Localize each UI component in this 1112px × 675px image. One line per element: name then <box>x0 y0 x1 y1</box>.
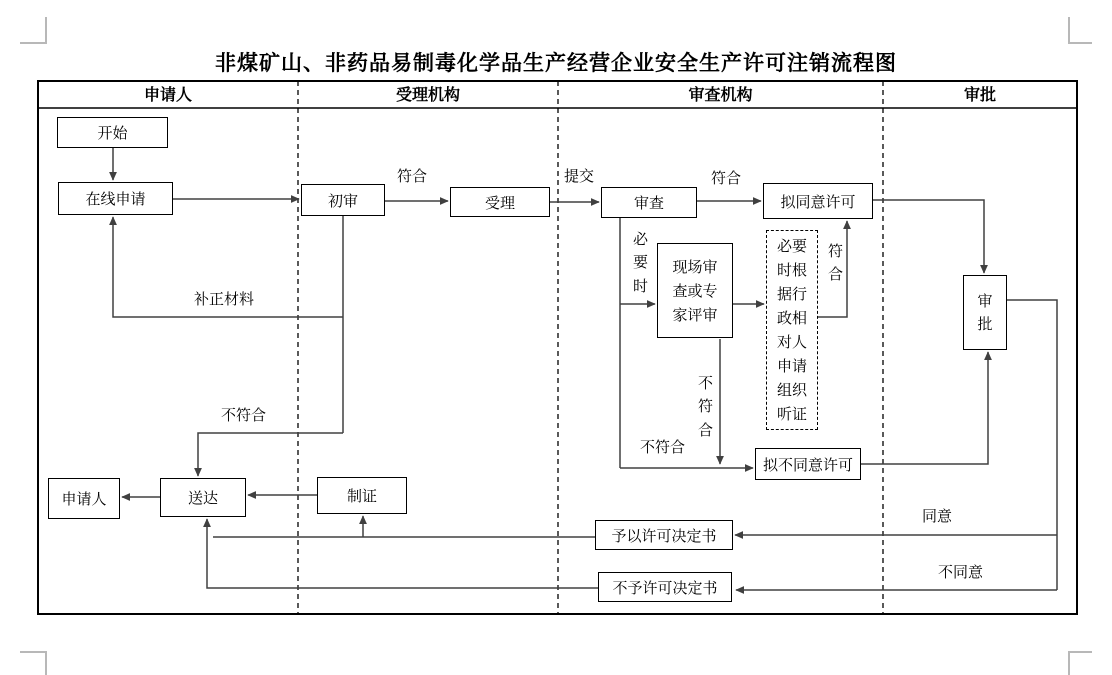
edge-label-conform-1: 符合 <box>397 167 428 185</box>
lane-header-approval: 审批 <box>963 85 996 104</box>
node-proposed-disapprove: 拟不同意许可 <box>755 448 861 480</box>
node-start: 开始 <box>57 117 168 148</box>
node-online-apply: 在线申请 <box>58 182 173 215</box>
node-approval <box>963 275 1007 350</box>
edge-label-when-necessary: 必要时 <box>632 230 648 295</box>
edge-label-agree: 同意 <box>922 507 953 525</box>
node-onsite-review-label: 现场审查或专家评审 <box>672 257 718 324</box>
node-review: 审查 <box>601 187 697 218</box>
lane-header-examination: 审查机构 <box>688 85 753 104</box>
page-title: 非煤矿山、非药品易制毒化学品生产经营企业安全生产许可注销流程图 <box>215 50 897 75</box>
node-onsite-review <box>657 243 733 338</box>
node-applicant-end: 申请人 <box>48 478 120 519</box>
node-make-cert: 制证 <box>317 477 407 514</box>
edge-label-conform-3: 符合 <box>827 242 843 284</box>
lane-header-applicant: 申请人 <box>143 85 192 104</box>
edge-label-not-conform-review: 不符合 <box>640 438 686 456</box>
node-deliver: 送达 <box>160 478 246 517</box>
edge-label-submit: 提交 <box>564 167 595 185</box>
edge-label-disagree: 不同意 <box>938 563 984 581</box>
node-hearing <box>766 230 818 430</box>
node-deny-decision: 不予许可决定书 <box>598 572 732 602</box>
connector-arrows <box>113 148 1057 590</box>
node-hearing-label: 必要时根据行政相对人申请组织听证 <box>776 237 807 423</box>
page-corner-marks <box>20 17 1092 675</box>
edge-label-not-conform-onsite: 不符合 <box>697 372 714 442</box>
edge-label-conform-2: 符合 <box>711 169 742 187</box>
edge-label-not-conform-initial: 不符合 <box>221 406 267 424</box>
lane-header-acceptance: 受理机构 <box>395 85 460 104</box>
node-initial-review: 初审 <box>301 184 385 216</box>
node-proposed-approve: 拟同意许可 <box>763 183 873 219</box>
lane-table-frame <box>38 81 1077 614</box>
node-accept: 受理 <box>450 187 550 217</box>
edge-label-supplement: 补正材料 <box>194 290 255 308</box>
node-grant-decision: 予以许可决定书 <box>595 520 733 550</box>
node-approval-label: 审批 <box>977 292 993 333</box>
